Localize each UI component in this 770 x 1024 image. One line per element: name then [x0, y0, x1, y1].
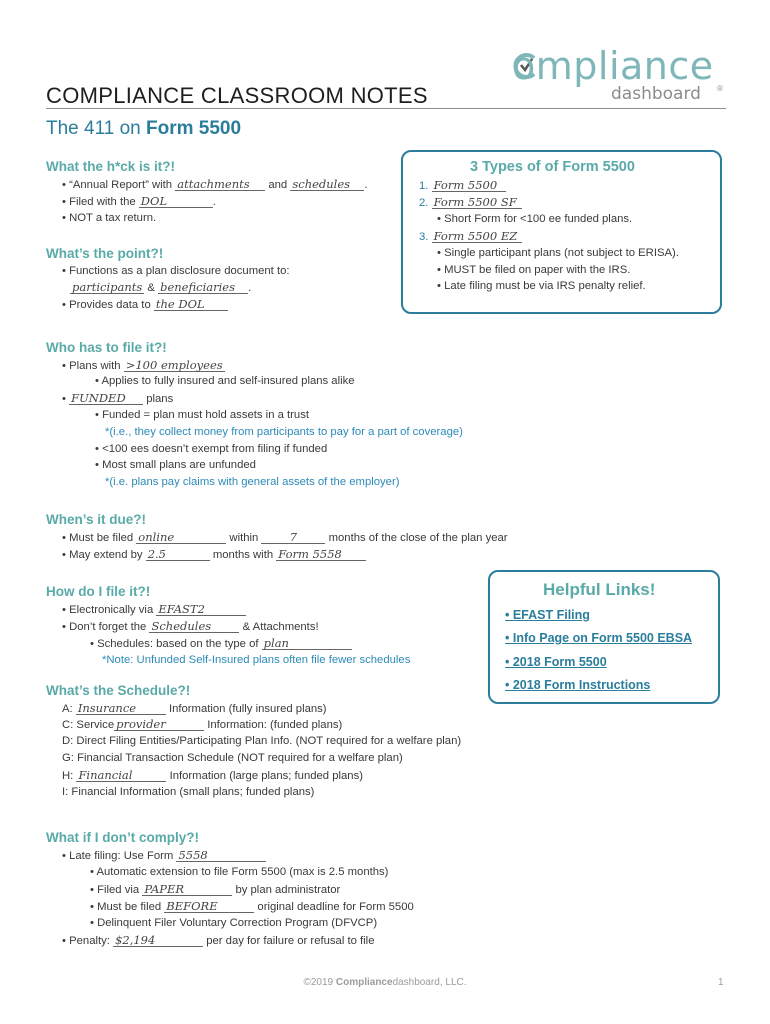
what-line-3: • NOT a tax return. [62, 212, 157, 224]
section-how-heading: How do I file it?! [46, 584, 151, 599]
text: ©2019 [303, 977, 336, 988]
handwritten-answer: Form 5500 EZ [432, 230, 522, 243]
page-number: 1 [718, 977, 724, 988]
type-item-3-detail-1: • Single participant plans (not subject to ERISA). [437, 247, 679, 259]
comply-line-4 [90, 900, 414, 913]
handwritten-answer: schedules [290, 178, 364, 191]
section-who-heading: Who has to file it?! [46, 340, 167, 355]
who-line-3 [62, 392, 173, 405]
schedule-i: I: Financial Information (small plans; funded plans) [62, 786, 315, 798]
schedule-c [62, 718, 342, 731]
point-line-2 [70, 281, 251, 294]
logo-subtext: dashboard [611, 84, 701, 104]
text: H: [62, 770, 77, 782]
schedule-d: D: Direct Filing Entities/Participating Plan Info. (NOT required for a welfare plan) [62, 735, 462, 747]
handwritten-answer: 5558 [176, 849, 266, 862]
handwritten-answer: >100 employees [125, 358, 223, 372]
how-line-1 [62, 603, 246, 616]
handwritten-answer: Form 5500 SF [432, 196, 522, 209]
handwritten-answer: plan [262, 637, 352, 650]
text: dashboard, LLC. [392, 977, 467, 988]
types-heading: 3 Types of of Form 5500 [470, 159, 635, 175]
link-2018-form-instructions[interactable]: • 2018 Form Instructions [505, 678, 651, 692]
handwritten-answer: beneficiaries [158, 281, 248, 294]
logo-registered-mark: ® [717, 84, 723, 93]
comply-line-5: • Delinquent Filer Voluntary Correction Program (DFVCP) [90, 917, 378, 929]
handwritten-answer: EFAST2 [156, 603, 246, 616]
handwritten-answer: Schedules [149, 620, 239, 633]
section-comply-heading: What if I don’t comply?! [46, 830, 199, 845]
title-divider [46, 108, 726, 109]
handwritten-answer: PAPER [142, 883, 232, 896]
who-line-4: • Funded = plan must hold assets in a trust [95, 409, 310, 421]
type-item-2 [419, 196, 522, 209]
type-item-1 [419, 179, 506, 192]
text: & [144, 282, 159, 294]
how-line-2 [62, 620, 319, 633]
text: • Penalty: [62, 935, 114, 947]
list-number: 2. [419, 197, 429, 209]
comply-line-2: • Automatic extension to file Form 5500 (max is 2.5 months) [90, 866, 389, 878]
handwritten-answer: attachments [175, 178, 265, 191]
handwritten-answer: Form 5558 [276, 548, 366, 561]
text: • Schedules: based on the type of [90, 638, 262, 650]
point-line-1: • Functions as a plan disclosure document to: [62, 265, 290, 277]
handwritten-answer: provider [114, 718, 204, 731]
subtitle-prefix: The 411 on [46, 118, 147, 139]
list-number: 1. [419, 180, 429, 192]
handwritten-answer: FUNDED [69, 392, 143, 405]
text: Information (fully insured plans) [165, 703, 327, 715]
handwritten-answer: $2,194 [113, 934, 203, 947]
who-note-1: *(i.e., they collect money from participants to pay for a part of coverage) [105, 426, 463, 438]
text: • Late filing: Use Form [62, 850, 177, 862]
link-efast-filing[interactable]: • EFAST Filing [505, 608, 590, 622]
text: • Filed with the [62, 196, 139, 208]
type-item-2-detail: • Short Form for <100 ee funded plans. [437, 213, 633, 225]
logo-wordmark: ompliance [512, 44, 714, 88]
comply-line-3 [90, 883, 340, 896]
text: • Plans with [62, 360, 124, 372]
handwritten-answer: the DOL [154, 298, 228, 311]
page-title: COMPLIANCE CLASSROOM NOTES [46, 83, 428, 108]
text: . [248, 282, 252, 294]
text: original deadline for Form 5500 [254, 901, 414, 913]
text: and [265, 179, 291, 191]
what-line-2 [62, 195, 216, 208]
section-schedule-heading: What’s the Schedule?! [46, 683, 191, 698]
who-note-2: *(i.e. plans pay claims with general assets of the employer) [105, 476, 400, 488]
due-line-2 [62, 548, 366, 561]
text: by plan administrator [232, 884, 341, 896]
text: A: [62, 703, 76, 715]
text: • Don’t forget the [62, 621, 150, 633]
text: . [364, 179, 368, 191]
subtitle-bold: Form 5500 [146, 118, 242, 139]
who-line-1 [62, 359, 225, 372]
who-line-2: • Applies to fully insured and self-insured plans alike [95, 375, 355, 387]
handwritten-answer: BEFORE [164, 900, 254, 913]
schedule-g: G: Financial Transaction Schedule (NOT required for a welfare plan) [62, 752, 403, 764]
text: within [226, 532, 262, 544]
text: • Filed via [90, 884, 143, 896]
helpful-links-heading: Helpful Links! [543, 580, 656, 599]
text: . [212, 196, 216, 208]
text: • Provides data to [62, 299, 154, 311]
list-number: 3. [419, 231, 429, 243]
footer-copyright [0, 977, 770, 988]
text: Information: (funded plans) [204, 719, 343, 731]
handwritten-answer: 2.5 [146, 548, 210, 561]
how-line-3 [90, 637, 352, 650]
text: • Electronically via [62, 604, 157, 616]
text: • May extend by [62, 549, 146, 561]
handwritten-answer: Financial [76, 769, 166, 782]
due-line-1 [62, 531, 508, 544]
text: months of the close of the plan year [325, 532, 508, 544]
handwritten-answer: DOL [139, 195, 213, 208]
schedule-a [62, 702, 327, 715]
link-2018-form-5500[interactable]: • 2018 Form 5500 [505, 655, 607, 669]
text: C: Service [62, 719, 115, 731]
text: & Attachments! [239, 621, 319, 633]
who-line-6: • <100 ees doesn’t exempt from filing if funded [95, 443, 328, 455]
handwritten-answer: 7 [261, 531, 325, 544]
point-line-3 [62, 298, 228, 311]
page-subtitle [46, 118, 241, 140]
type-item-3-detail-3: • Late filing must be via IRS penalty relief. [437, 280, 646, 292]
type-item-3-detail-2: • MUST be filed on paper with the IRS. [437, 264, 631, 276]
handwritten-answer: Form 5500 [432, 179, 506, 192]
who-line-7: • Most small plans are unfunded [95, 459, 256, 471]
section-due-heading: When’s it due?! [46, 512, 146, 527]
comply-line-6 [62, 934, 374, 947]
text: plans [143, 393, 174, 405]
text: Information (large plans; funded plans) [166, 770, 363, 782]
schedule-h [62, 769, 363, 782]
section-what-heading: What the h*ck is it?! [46, 159, 176, 174]
text: • Must be filed [90, 901, 165, 913]
handwritten-answer: online [136, 531, 226, 544]
text: • [62, 393, 70, 405]
text: months with [209, 549, 277, 561]
text: Compliance [335, 977, 393, 988]
what-line-1 [62, 178, 368, 191]
handwritten-answer: participants [72, 280, 143, 294]
section-point-heading: What’s the point?! [46, 246, 164, 261]
text: • “Annual Report” with [62, 179, 176, 191]
type-item-3 [419, 230, 522, 243]
text: per day for failure or refusal to file [203, 935, 375, 947]
how-note: *Note: Unfunded Self-Insured plans often file fewer schedules [102, 654, 411, 666]
link-info-page-form-5500-ebsa[interactable]: • Info Page on Form 5500 EBSA [505, 631, 693, 645]
text: • Must be filed [62, 532, 137, 544]
handwritten-answer: Insurance [76, 702, 166, 715]
comply-line-1 [62, 849, 266, 862]
